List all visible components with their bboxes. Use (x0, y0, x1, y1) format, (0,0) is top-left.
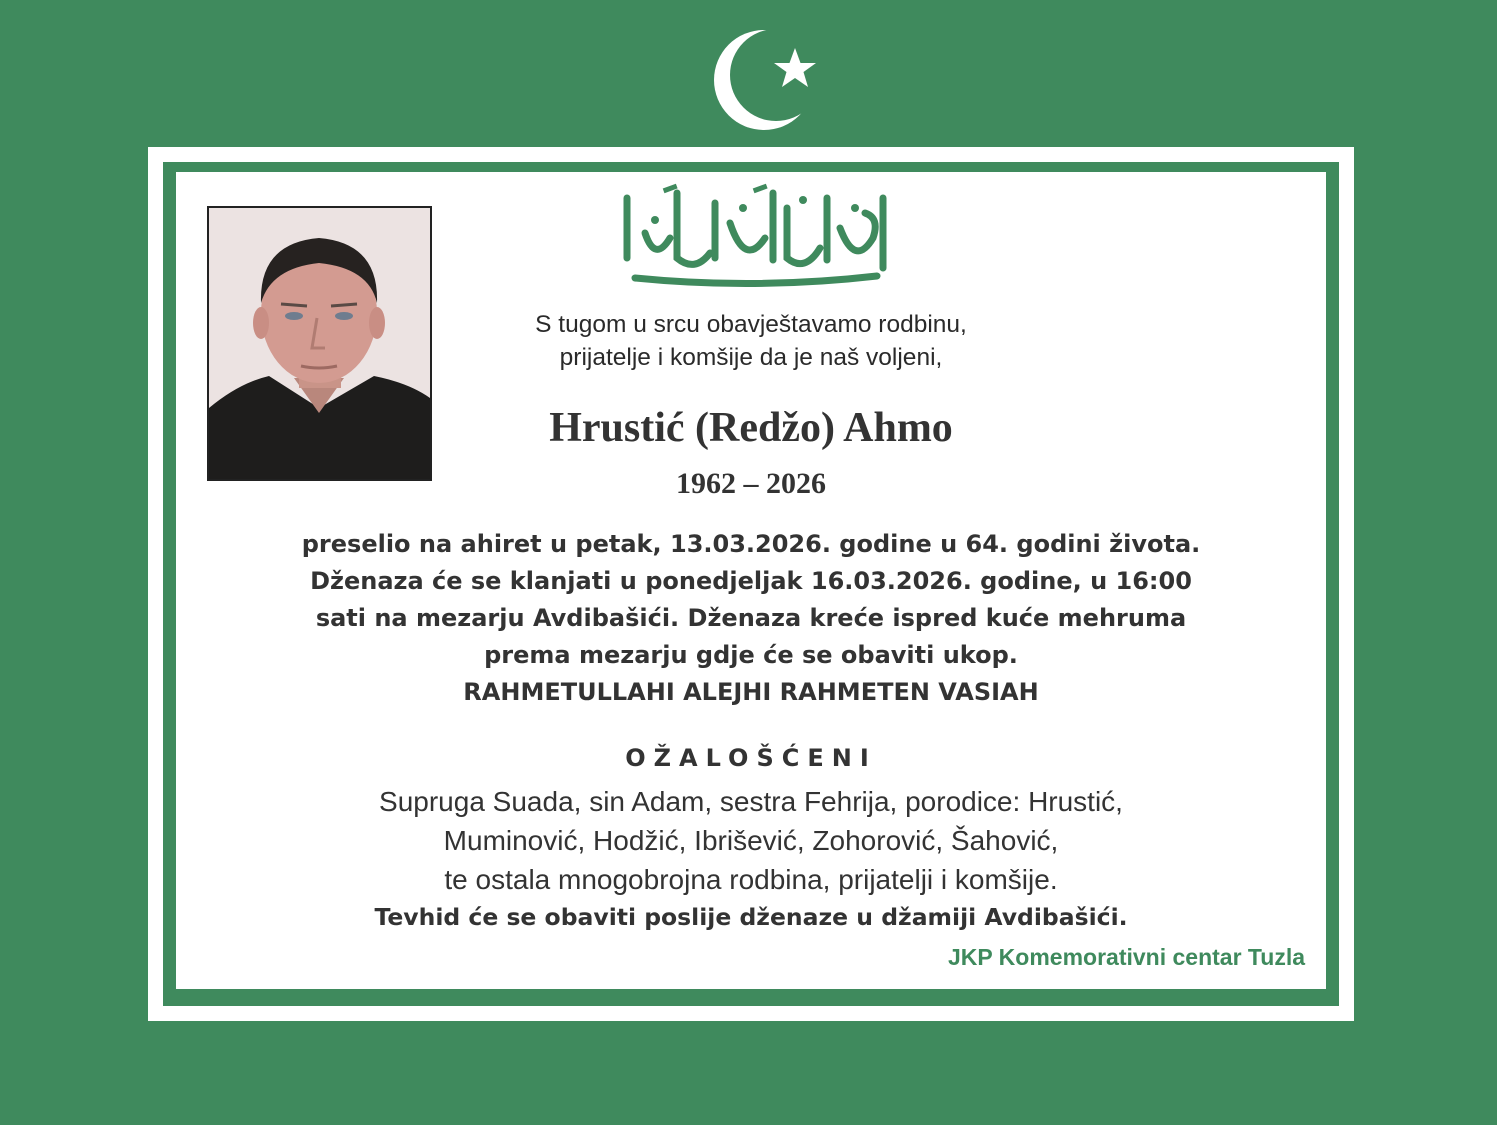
mourners-line-1: Supruga Suada, sin Adam, sestra Fehrija, porodice: Hrustić, (379, 786, 1123, 817)
mourners-line-2: Muminović, Hodžić, Ibrišević, Zohorović, Šahović, (443, 825, 1059, 856)
arabic-calligraphy (615, 178, 895, 293)
mourners-title: OŽALOŠĆENI (625, 744, 877, 772)
crescent-star-icon (708, 30, 838, 140)
prayer-line: RAHMETULLAHI ALEJHI RAHMETEN VASIAH (463, 678, 1039, 706)
mourners-line-3: te ostala mnogobrojna rodbina, prijatelji i komšije. (444, 864, 1058, 895)
announcement-line-3: sati na mezarju Avdibašići. Dženaza kreće ispred kuće mehruma (315, 604, 1187, 632)
intro-line-2: prijatelje i komšije da je naš voljeni, (559, 344, 943, 371)
announcement-line-2: Dženaza će se klanjati u ponedjeljak 16.03.2026. godine, u 16:00 (310, 567, 1192, 595)
deceased-name: Hrustić (Redžo) Ahmo (549, 405, 953, 451)
life-years: 1962 – 2026 (676, 467, 826, 500)
publisher-footer: JKP Komemorativni centar Tuzla (947, 944, 1305, 970)
tevhid-line: Tevhid će se obaviti poslije dženaze u džamiji Avdibašići. (374, 903, 1128, 931)
intro-line-1: S tugom u srcu obavještavamo rodbinu, (535, 311, 967, 338)
announcement-line-4: prema mezarju gdje će se obaviti ukop. (484, 641, 1018, 669)
announcement-line-1: preselio na ahiret u petak, 13.03.2026. godine u 64. godini života. (301, 530, 1201, 558)
